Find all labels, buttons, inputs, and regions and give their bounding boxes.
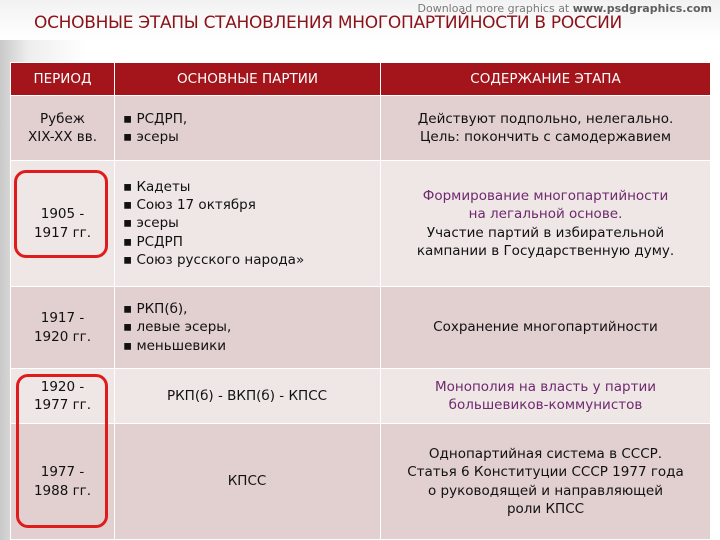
stages-table [10, 62, 711, 540]
period-cell [11, 287, 115, 369]
table-row [11, 96, 711, 161]
content-highlight-line: Формирование многопартийности [422, 188, 669, 205]
content-line: Статья 6 Конституции СССР 1977 года [407, 464, 684, 481]
period-line: 1920 гг. [33, 328, 92, 345]
table-row [11, 287, 711, 369]
table-header-row [11, 63, 711, 96]
content-highlight-line: большевиков-коммунистов [448, 397, 643, 413]
period-line: 1917 - [40, 310, 85, 327]
parties-cell [115, 96, 381, 161]
party-item: КПСС [227, 473, 267, 490]
highlight-ring-1905 [14, 170, 108, 258]
content-line: Действуют подпольно, нелегально. [417, 110, 674, 127]
party-item: ▪ РСДРП [123, 233, 183, 250]
party-item: ▪ левые эсеры, [123, 319, 232, 336]
content-cell [381, 161, 711, 287]
content-line: роли КПСС [506, 500, 585, 517]
highlight-ring-1920-1988 [16, 374, 108, 528]
period-line: 1905 - [40, 206, 85, 223]
watermark-site: www.psdgraphics.com [572, 2, 712, 15]
content-cell [381, 424, 711, 540]
content-highlight-line: на легальной основе. [468, 206, 623, 223]
parties-cell [115, 161, 381, 287]
period-line: Рубеж [40, 110, 85, 127]
party-item: ▪ Кадеты [123, 178, 191, 195]
period-line: 1988 гг. [33, 482, 92, 499]
period-cell [11, 96, 115, 161]
period-line: XIX-XX вв. [28, 129, 97, 145]
page-title: ОСНОВНЫЕ ЭТАПЫ СТАНОВЛЕНИЯ МНОГОПАРТИЙНОСТИ В РОССИИ [34, 13, 622, 33]
table-row [11, 424, 711, 540]
content-cell [381, 96, 711, 161]
content-line: Однопартийная система в СССР. [428, 446, 663, 463]
period-line: 1977 гг. [33, 397, 92, 413]
party-item: ▪ меньшевики [123, 337, 227, 354]
party-item: ▪ Союз 17 октября [123, 197, 256, 214]
table-row [11, 369, 711, 424]
period-line: 1920 - [40, 378, 85, 395]
period-line: 1977 - [40, 464, 85, 481]
header-parties: ОСНОВНЫЕ ПАРТИИ [115, 63, 381, 96]
content-line: Сохранение многопартийности [433, 319, 658, 336]
party-item: ▪ РСДРП, [123, 110, 188, 127]
header-period: ПЕРИОД [11, 63, 115, 96]
party-item: ▪ эсеры [123, 129, 179, 145]
party-item: РКП(б) - ВКП(б) - КПСС [166, 387, 328, 404]
party-item: ▪ эсеры [123, 215, 179, 232]
table-row [11, 161, 711, 287]
parties-cell [115, 424, 381, 540]
watermark-prefix: Download more graphics at [417, 2, 573, 15]
content-line: о руководящей и направляющей [428, 482, 663, 499]
period-line: 1917 гг. [33, 224, 92, 241]
content-cell [381, 369, 711, 424]
parties-cell [115, 287, 381, 369]
content-line: кампании в Государственную думу. [416, 242, 675, 259]
parties-cell [115, 369, 381, 424]
party-item: ▪ РКП(б), [123, 301, 188, 318]
content-highlight-line: Монополия на власть у партии [434, 378, 657, 395]
header-content: СОДЕРЖАНИЕ ЭТАПА [381, 63, 711, 96]
party-item: ▪ Союз русского народа» [123, 251, 305, 268]
content-line: Цель: покончить с самодержавием [419, 129, 672, 145]
content-cell [381, 287, 711, 369]
content-line: Участие партий в избирательной [426, 224, 665, 241]
